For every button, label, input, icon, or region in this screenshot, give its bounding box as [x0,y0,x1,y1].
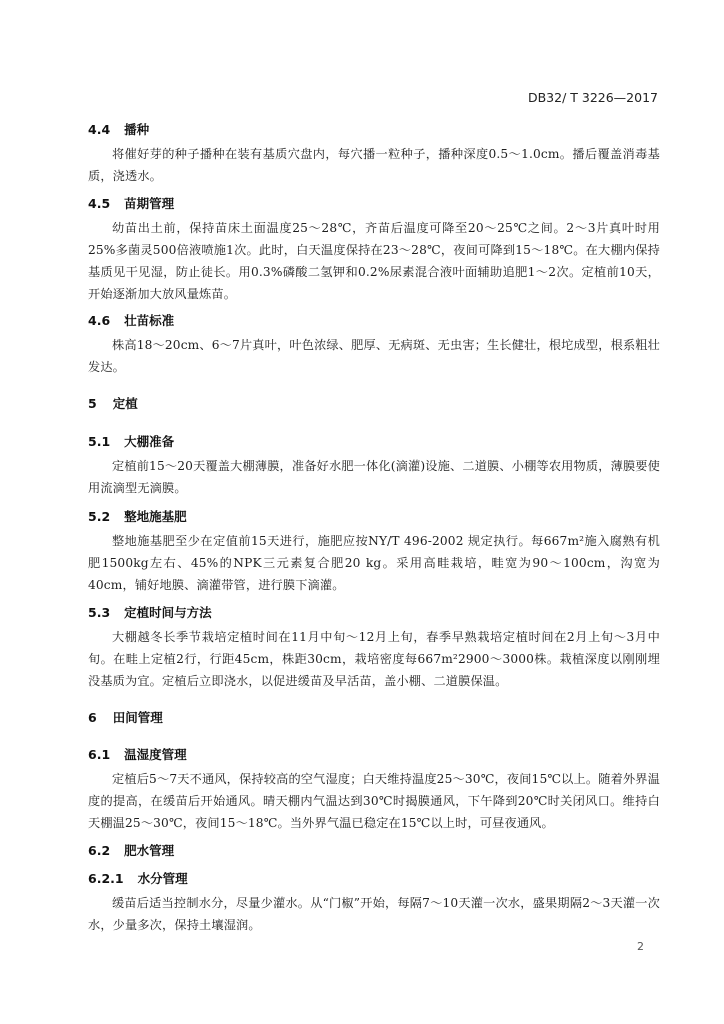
heading-number: 4.4 [88,122,111,137]
heading-title: 苗期管理 [124,196,175,211]
paragraph-4-6: 株高18～20cm、6～7片真叶，叶色浓绿、肥厚、无病斑、无虫害；生长健壮，根坨成型，根系粗壮发达。 [88,338,660,374]
heading-title: 定植时间与方法 [124,605,212,620]
paragraph-4-4: 将催好芽的种子播种在装有基质穴盘内，每穴播一粒种子，播种深度0.5～1.0cm。播后覆盖消毒基质，浇透水。 [88,147,660,183]
heading-title: 水分管理 [137,871,188,886]
paragraph-6-2-1: 缓苗后适当控制水分，尽量少灌水。从“门椒”开始，每隔7～10天灌一次水，盛果期隔2～3天灌一次水，少量多次，保持土壤湿润。 [88,896,660,932]
heading-title: 温湿度管理 [124,747,187,762]
paragraph-4-5: 幼苗出土前，保持苗床土面温度25～28℃，齐苗后温度可降至20～25℃之间。2～3片真叶时用25%多菌灵500倍液喷施1次。此时，白天温度保持在23～28℃，夜间可降到15～18℃。在大棚内保持基质见干见湿，防止徒长。用0.3%磷酸二氢钾和0.2%尿素混合液叶面辅助追肥1～2次。定植前10天，开始逐渐加大放风量炼苗。 [88,221,660,301]
heading-4-4 [88,120,149,138]
heading-title: 定植 [112,396,138,411]
heading-6-2 [88,841,174,859]
paragraph-5-1: 定植前15～20天覆盖大棚薄膜，准备好水肥一体化(滴灌)设施、二道膜、小棚等农用物质，薄膜要使用流滴型无滴膜。 [88,459,660,495]
heading-6 [88,708,163,726]
paragraph-5-2: 整地施基肥至少在定值前15天进行，施肥应按NY/T 496-2002 规定执行。每667m²施入腐熟有机肥1500kg左右、45%的NPK三元素复合肥20 kg。采用高畦栽培，畦宽为90～100cm，沟宽为40cm，铺好地膜、滴灌带管，进行膜下滴灌。 [88,534,660,592]
heading-number: 6.2.1 [88,871,124,886]
heading-number: 4.5 [88,196,111,211]
heading-number: 5 [88,396,97,411]
heading-5-2 [88,507,187,525]
heading-5-3 [88,603,212,621]
heading-title: 整地施基肥 [124,509,187,524]
heading-title: 播种 [124,122,150,137]
heading-4-5 [88,194,174,212]
standard-code: DB32/ T 3226—2017 [527,90,658,105]
paragraph-5-3: 大棚越冬长季节栽培定植时间在11月中旬～12月上旬，春季早熟栽培定植时间在2月上旬～3月中旬。在畦上定植2行，行距45cm，株距30cm，栽培密度每667m²2900～3000株。栽植深度以刚刚埋没基质为宜。定植后立即浇水，以促进缓苗及早活苗，盖小棚、二道膜保温。 [88,630,660,688]
heading-6-1 [88,745,187,763]
heading-title: 田间管理 [112,710,163,725]
heading-number: 6.1 [88,747,111,762]
heading-4-6 [88,311,174,329]
heading-5-1 [88,432,174,450]
heading-5 [88,394,138,412]
heading-number: 5.1 [88,434,111,449]
heading-number: 6.2 [88,843,111,858]
heading-title: 肥水管理 [124,843,175,858]
paragraph-6-1: 定植后5～7天不通风，保持较高的空气湿度；白天维持温度25～30℃，夜间15℃以上。随着外界温度的提高，在缓苗后开始通风。晴天棚内气温达到30℃时揭膜通风，下午降到20℃时关闭风口。维持白天棚温25～30℃，夜间15～18℃。当外界气温已稳定在15℃以上时，可昼夜通风。 [88,772,660,830]
heading-title: 大棚准备 [124,434,175,449]
heading-number: 4.6 [88,313,111,328]
heading-number: 6 [88,710,97,725]
heading-number: 5.2 [88,509,111,524]
page-number: 2 [637,940,644,953]
heading-number: 5.3 [88,605,111,620]
heading-6-2-1 [88,869,188,887]
heading-title: 壮苗标准 [124,313,175,328]
